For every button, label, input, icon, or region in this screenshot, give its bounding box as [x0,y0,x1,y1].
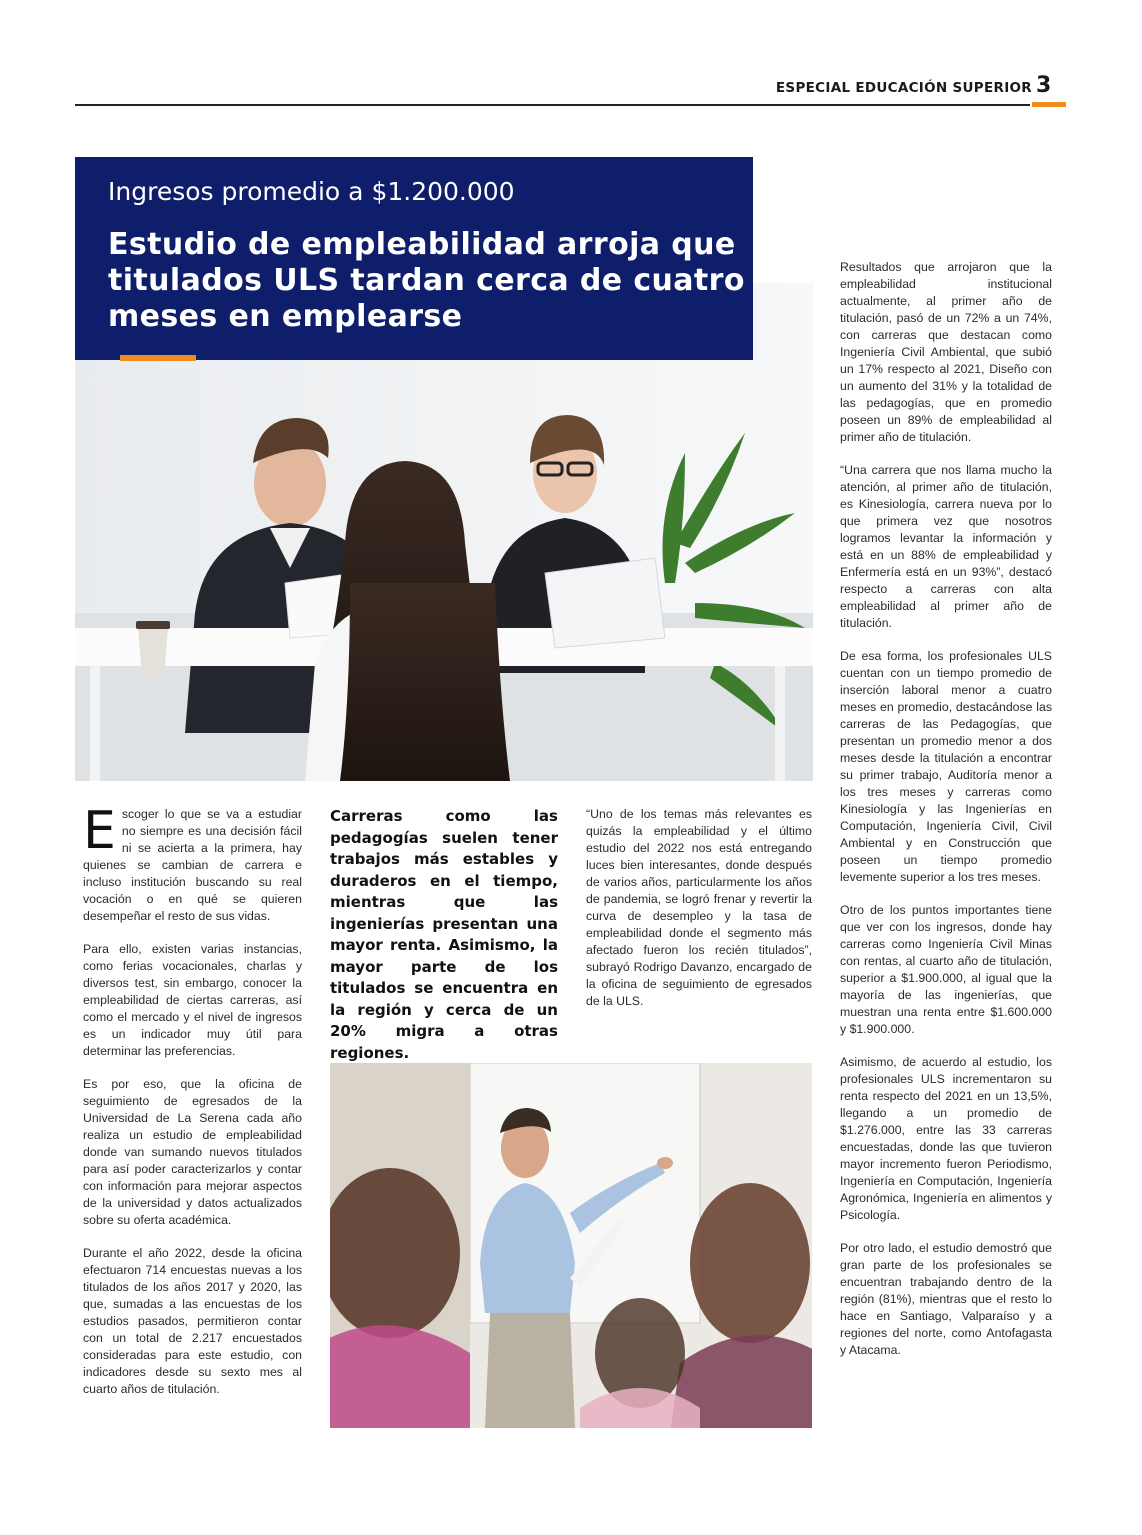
title-box [75,157,753,360]
header-rule [75,104,1030,106]
paragraph: Durante el año 2022, desde la oficina efectuaron 714 encuestas nuevas a los titulados de los años 2017 y 2020, las que, sumadas a las encuestas de los estudios pasados, permitieron contar con un total de 2.217 encuestados consideradas para este estudio, con indicadores desde su sexto mes al cuarto años de titulación. [83,1246,302,1396]
paragraph: “Una carrera que nos llama mucho la atención, al primer año de titulación, es Kinesiología, carrera nueva por lo que primera vez que nosotros logramos levantar la información y está en un 88% de empleabilidad y Enfermería está en un 93%”, destacó respecto a carreras con alta empleabilidad al primer año de titulación. [840,463,1052,630]
drop-cap: E [83,801,116,861]
paragraph: Resultados que arrojaron que la empleabilidad institucional actualmente, al primer año de titulación, pasó de un 72% a un 74%, con carreras que destacan como Ingeniería Civil Ambiental, que subió un 17% respecto al 2021, Diseño con un aumento del 31% y la totalidad de las pedagogías, que en promedio poseen un 89% de empleabilidad al primer año de titulación. [840,260,1052,444]
paragraph: Para ello, existen varias instancias, como ferias vocacionales, charlas y diversos test, sin embargo, conocer la empleabilidad de ciertas carreras, así como el mercado y el nivel de ingresos es un indicador muy útil para determinar las preferencias. [83,942,302,1058]
classroom-photo [330,1063,812,1428]
paragraph [83,801,302,925]
paragraph: Por otro lado, el estudio demostró que gran parte de los profesionales se encuentran trabajando dentro de la región (81%), mientras que el resto lo hace en Santiago, Valparaíso y a regiones del norte, como Antofagasta y Atacama. [840,1241,1052,1357]
paragraph: Asimismo, de acuerdo al estudio, los profesionales ULS incrementaron su renta respecto del 2021 en un 13,5%, llegando a un promedio de $1.276.000, entre las 33 carreras encuestadas, donde las que tuvieron mayor incremento fueron Periodismo, Ingeniería en Computación, Ingeniería Agronómica, Ingeniería en alimentos y Psicología. [840,1055,1052,1222]
paragraph: “Uno de los temas más relevantes es quizás la empleabilidad y el último estudio del 2022 nos está entregando luces bien interesantes, donde después de varios años, particularmente los años de pandemia, se logró frenar y revertir la curva de desempleo y la tasa de empleabilidad donde el segmento más afectado fueron los recién titulados”, subrayó Rodrigo Davanzo, encargado de la oficina de seguimiento de egresados de la ULS. [586,807,812,1008]
paragraph: De esa forma, los profesionales ULS cuentan con un tiempo promedio de inserción laboral menor a cuatro meses en promedio, destacándose las carreras de las Pedagogías, que presentan un promedio menor a dos meses desde la titulación a encontrar su primer trabajo, Auditoría menor a los tres meses y carreras como Kinesiología y las Ingenierías en Computación, Ingeniería Civil, Civil Ambiental y en Construcción que poseen un tiempo promedio levemente superior a los tres meses. [840,649,1052,884]
page-number: 3 [1036,73,1052,98]
paragraph-text: scoger lo que se va a estudiar no siempre es una decisión fácil ni se acierta a la primera, hay quienes se cambian de carrera e incluso institución buscando su real vocación o en qué se quieren desempeñar el resto de sus vidas. [83,807,302,923]
paragraph: Otro de los puntos importantes tiene que ver con los ingresos, donde hay carreras como Ingeniería Civil Minas con rentas, al cuarto año de titulación, superior a $1.900.000, al igual que la mayoría de las ingenierías, que muestran una renta entre $1.600.000 y $1.900.000. [840,903,1052,1036]
classroom-illustration [330,1063,812,1428]
article-column-4 [840,259,1052,1375]
title-accent-bar [120,355,196,361]
kicker: Ingresos promedio a $1.200.000 [108,177,515,206]
page-number-underline [1032,102,1066,107]
pull-quote: Carreras como las pedagogías suelen tener trabajos más estables y duraderos en el tiempo, mientras que las ingenierías presentan una mayor renta. Asimismo, la mayor parte de los titulados se encuentra en la región y cerca de un 20% migra a otras regiones. [330,807,558,1062]
headline: Estudio de empleabilidad arroja que titulados ULS tardan cerca de cuatro meses en emplearse [108,227,745,334]
article-column-1 [83,801,302,1414]
article-column-3 [586,806,812,1026]
section-label: ESPECIAL EDUCACIÓN SUPERIOR [775,80,1032,96]
paragraph: Es por eso, que la oficina de seguimiento de egresados de la Universidad de La Serena cada año realiza un estudio de empleabilidad donde van sumando nuevos titulados para así poder caracterizarlos y contar con información para mejorar aspectos de la universidad y datos actualizados sobre su oferta académica. [83,1077,302,1227]
